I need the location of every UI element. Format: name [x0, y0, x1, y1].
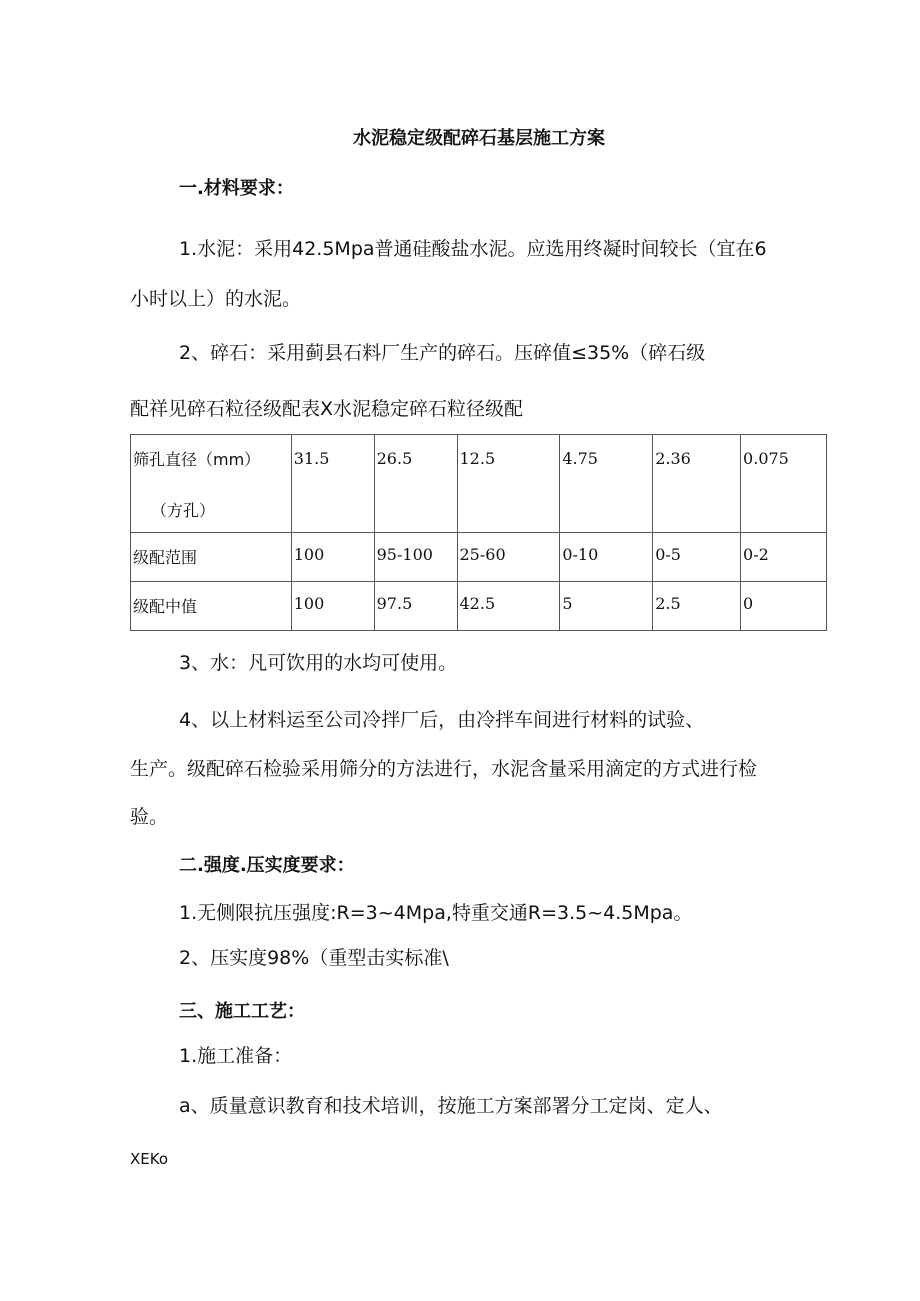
table-row-gradation-range — [131, 533, 827, 582]
table-cell — [653, 533, 741, 582]
table-cell — [560, 582, 653, 631]
paragraph-compaction: 2、压实度98%（重型击实标准\ — [179, 947, 449, 969]
table-cell — [560, 435, 653, 533]
table-cell — [741, 435, 827, 533]
paragraph-training: a、质量意识教育和技术培训，按施工方案部署分工定岗、定人、 — [179, 1095, 723, 1117]
table-header-cell — [131, 435, 292, 533]
gradation-range-value: 100 — [293, 545, 325, 564]
table-cell — [653, 582, 741, 631]
sieve-size-value: 0.075 — [743, 449, 789, 468]
table-row-gradation-median — [131, 582, 827, 631]
table-cell — [741, 582, 827, 631]
sieve-size-value: 2.36 — [655, 449, 691, 468]
gradation-median-value: 97.5 — [376, 594, 413, 613]
gradation-median-label: 级配中值 — [133, 597, 198, 616]
table-cell — [741, 533, 827, 582]
paragraph-water: 3、水：凡可饮用的水均可使用。 — [179, 652, 458, 674]
gradation-range-value: 95-100 — [376, 545, 433, 564]
table-cell — [291, 435, 374, 533]
table-cell — [291, 582, 374, 631]
table-header-cell — [131, 582, 292, 631]
section-heading-materials: 一.材料要求： — [179, 178, 294, 199]
gradation-range-value: 25-60 — [459, 545, 506, 564]
paragraph-materials-transport-line-2: 生产。级配碎石检验采用筛分的方法进行，水泥含量采用滴定的方式进行检 — [130, 758, 758, 780]
table-cell — [374, 533, 457, 582]
document-title: 水泥稳定级配碎石基层施工方案 — [353, 128, 605, 149]
table-row-sieve-size — [131, 435, 827, 533]
paragraph-compressive-strength: 1.无侧限抗压强度:R=3~4Mpa,特重交通R=3.5~4.5Mpa。 — [179, 902, 693, 924]
table-cell — [457, 435, 560, 533]
table-cell — [457, 533, 560, 582]
table-cell — [374, 435, 457, 533]
table-header-cell — [131, 533, 292, 582]
section-heading-process: 三、施工工艺： — [179, 1001, 305, 1022]
gradation-table — [130, 434, 827, 631]
sieve-size-value: 31.5 — [293, 449, 330, 468]
paragraph-cement-line-1: 1.水泥：采用42.5Mpa普通硅酸盐水泥。应选用终凝时间较长（宜在6 — [179, 238, 767, 260]
gradation-range-value: 0-5 — [655, 545, 681, 564]
paragraph-gravel-line-2: 配祥见碎石粒径级配表X水泥稳定碎石粒径级配 — [130, 398, 524, 420]
gradation-median-value: 100 — [293, 594, 325, 613]
sieve-size-label: 筛孔直径（mm） — [133, 450, 261, 469]
sieve-type-label: （方孔） — [151, 501, 216, 520]
gradation-median-value: 2.5 — [655, 594, 681, 613]
paragraph-preparation: 1.施工准备： — [179, 1045, 293, 1067]
table-cell — [374, 582, 457, 631]
table-cell — [560, 533, 653, 582]
table-cell — [457, 582, 560, 631]
paragraph-materials-transport-line-1: 4、以上材料运至公司冷拌厂后，由冷拌车间进行材料的试验、 — [179, 709, 705, 731]
gradation-median-value: 0 — [743, 594, 754, 613]
gradation-range-label: 级配范围 — [133, 548, 198, 567]
gradation-range-value: 0-2 — [743, 545, 769, 564]
gradation-median-value: 42.5 — [459, 594, 496, 613]
gradation-range-value: 0-10 — [562, 545, 599, 564]
section-heading-strength: 二.强度.压实度要求： — [179, 855, 355, 876]
gradation-median-value: 5 — [562, 594, 573, 613]
paragraph-gravel-line-1: 2、碎石：采用蓟县石料厂生产的碎石。压碎值≤35%（碎石级 — [179, 342, 706, 364]
paragraph-materials-transport-line-3: 验。 — [130, 806, 169, 828]
paragraph-cement-line-2: 小时以上）的水泥。 — [130, 288, 302, 310]
sieve-size-value: 12.5 — [459, 449, 496, 468]
page-footer: XEKo — [130, 1150, 169, 1168]
table-cell — [653, 435, 741, 533]
sieve-size-value: 4.75 — [562, 449, 598, 468]
table-cell — [291, 533, 374, 582]
sieve-size-value: 26.5 — [376, 449, 413, 468]
